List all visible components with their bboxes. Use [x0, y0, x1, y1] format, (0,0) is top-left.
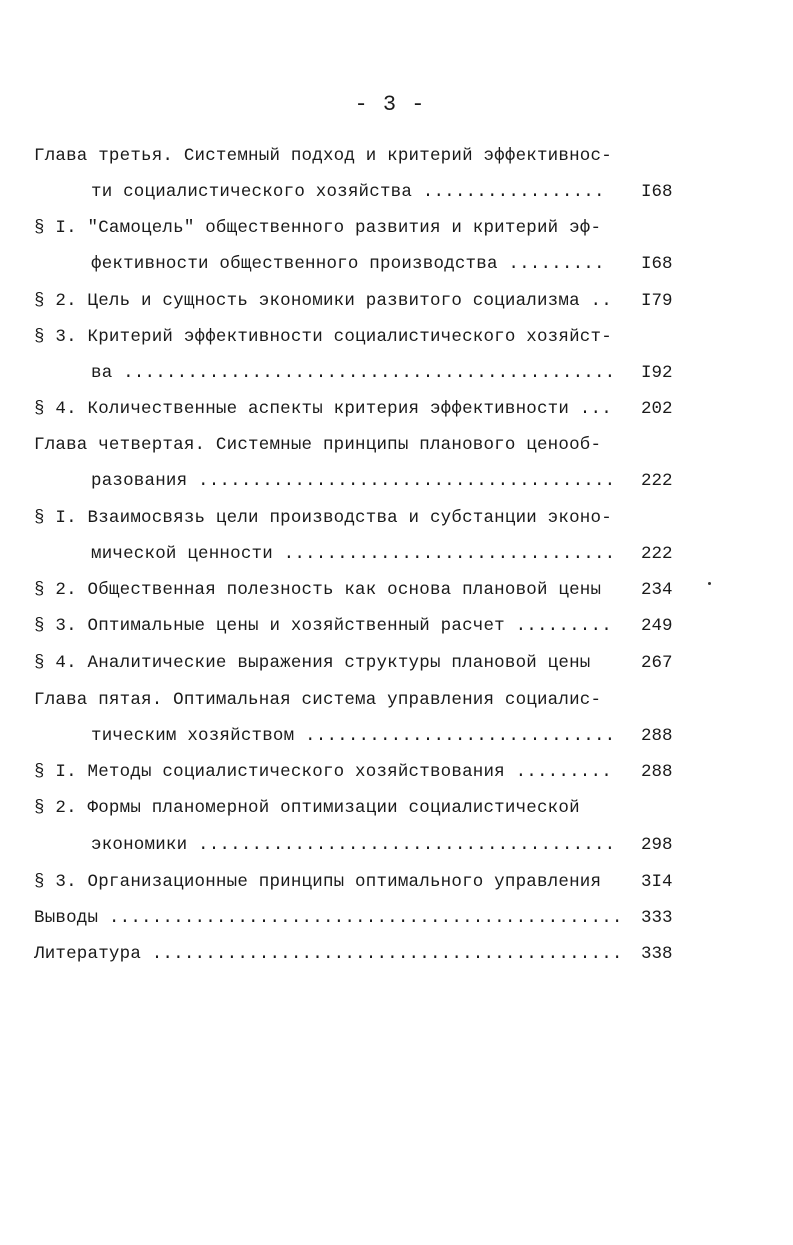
toc-entry-section-3-1-line2: фективности общественного производства .........	[91, 254, 605, 274]
toc-page-number: 298	[641, 835, 673, 855]
toc-entry-chapter-5-line1: Глава пятая. Оптимальная система управления социалис-	[34, 690, 602, 710]
toc-entry-section-5-2-line1: § 2. Формы планомерной оптимизации социалистической	[34, 798, 580, 818]
toc-entry-section-5-2-line2: экономики .......................................	[91, 835, 616, 855]
toc-page-number: 338	[641, 944, 673, 964]
toc-page-number: 267	[641, 653, 673, 673]
page-number: - 3 -	[354, 92, 426, 117]
toc-entry-section-5-3: § 3. Организационные принципы оптимального управления	[34, 872, 602, 892]
toc-page-number: 249	[641, 616, 673, 636]
toc-page-number: I92	[641, 363, 673, 383]
toc-entry-section-3-1-line1: § I. "Самоцель" общественного развития и критерий эф-	[34, 218, 602, 238]
toc-page-number: 222	[641, 471, 673, 491]
toc-page-number: 333	[641, 908, 673, 928]
toc-entry-conclusions: Выводы ................................................	[34, 908, 623, 928]
scan-speck	[708, 582, 711, 585]
toc-entry-chapter-5-line2: тическим хозяйством .............................	[91, 726, 616, 746]
toc-page-number: I68	[641, 182, 673, 202]
toc-entry-section-5-1: § I. Методы социалистического хозяйствования .........	[34, 762, 612, 782]
toc-entry-chapter-3-line2: ти социалистического хозяйства .................	[91, 182, 605, 202]
toc-entry-literature: Литература ............................................	[34, 944, 623, 964]
toc-entry-chapter-4-line1: Глава четвертая. Системные принципы планового ценооб-	[34, 435, 602, 455]
toc-entry-section-4-1-line1: § I. Взаимосвязь цели производства и субстанции эконо-	[34, 508, 612, 528]
toc-page-number: 222	[641, 544, 673, 564]
toc-entry-section-4-4: § 4. Аналитические выражения структуры плановой цены	[34, 653, 591, 673]
toc-page-number: 288	[641, 726, 673, 746]
toc-page-number: 202	[641, 399, 673, 419]
toc-entry-section-4-3: § 3. Оптимальные цены и хозяйственный расчет .........	[34, 616, 612, 636]
toc-entry-section-3-3-line2: ва ..............................................	[91, 363, 616, 383]
toc-page-number: 288	[641, 762, 673, 782]
toc-page-number: 234	[641, 580, 673, 600]
toc-entry-section-4-2: § 2. Общественная полезность как основа плановой цены	[34, 580, 602, 600]
toc-entry-section-3-3-line1: § 3. Критерий эффективности социалистического хозяйст-	[34, 327, 612, 347]
toc-entry-chapter-4-line2: разования .......................................	[91, 471, 616, 491]
toc-page-number: I68	[641, 254, 673, 274]
toc-page-number: I79	[641, 291, 673, 311]
toc-page-number: 3I4	[641, 872, 673, 892]
toc-entry-section-3-4: § 4. Количественные аспекты критерия эффективности ...	[34, 399, 612, 419]
toc-entry-chapter-3-line1: Глава третья. Системный подход и критерий эффективнос-	[34, 146, 612, 166]
toc-entry-section-3-2: § 2. Цель и сущность экономики развитого социализма ..	[34, 291, 612, 311]
toc-entry-section-4-1-line2: мической ценности ...............................	[91, 544, 616, 564]
